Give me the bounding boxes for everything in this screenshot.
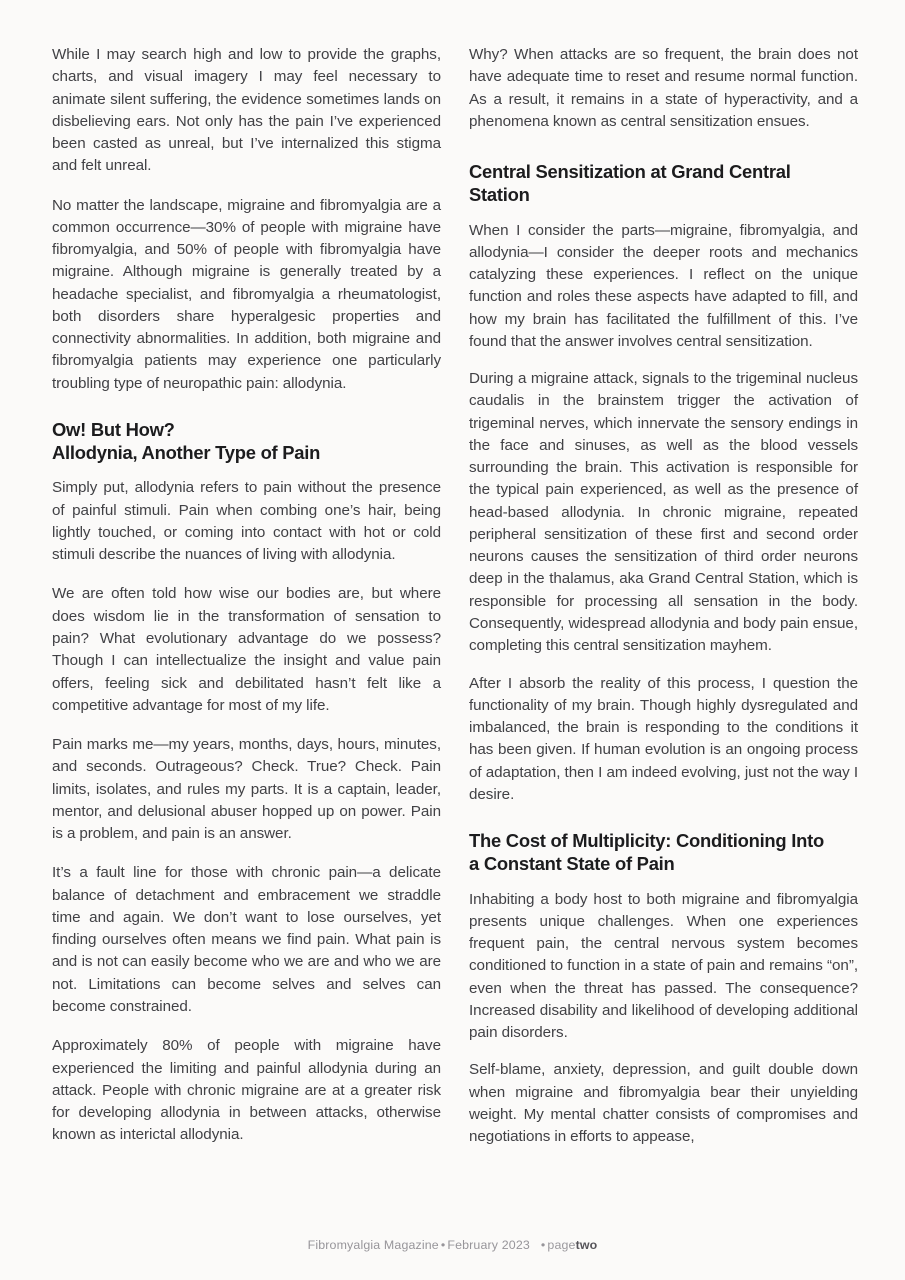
section-heading-central-sensitization [469, 161, 858, 206]
heading-line-1: The Cost of Multiplicity: Conditioning Into [469, 830, 824, 852]
paragraph: It’s a fault line for those with chronic pain—a delicate balance of detachment and embracement we straddle time and again. We don’t want to lose ourselves, yet finding ourselves often means we find pain. What pain is and is not can easily become who we are and who we are not. Limitations can become selves and selves can become constrained. [52, 864, 441, 1015]
heading-line-2: Allodynia, Another Type of Pain [52, 441, 321, 463]
footer-page-number: two [575, 1238, 598, 1252]
paragraph: No matter the landscape, migraine and fibromyalgia are a common occurrence—30% of people with migraine have fibromyalgia, and 50% of people with fibromyalgia have migraine. Although migraine is generally treated by a headache specialist, and fibromyalgia a rheumatologist, both disorders share hyperalgesic properties and connectivity abnormalities. In addition, both migraine and fibromyalgia patients may experience one particularly troubling type of neuropathic pain: allodynia. [52, 196, 441, 392]
paragraph: Simply put, allodynia refers to pain without the presence of painful stimuli. Pain when combing one’s hair, being lightly touched, or coming into contact with hot or cold stimuli describe the nuances of living with allodynia. [52, 479, 441, 564]
heading-line-2: a Constant State of Pain [469, 852, 675, 874]
heading-line-1: Ow! But How? [52, 418, 175, 440]
section-heading-cost-of-multiplicity [469, 830, 858, 875]
section-heading-allodynia [52, 419, 441, 464]
heading-line-1: Central Sensitization at Grand Central [469, 161, 791, 183]
paragraph: Self-blame, anxiety, depression, and guilt double down when migraine and fibromyalgia bear their unyielding weight. My mental chatter consists of compromises and negotiations in efforts to appease, [469, 1061, 858, 1146]
footer-separator-2: • [540, 1238, 546, 1252]
paragraph: We are often told how wise our bodies are, but where does wisdom lie in the transformation of sensation to pain? What evolutionary advantage do we possess? Though I can intellectualize the insight and value pain offers, feeling sick and debilitated hasn’t felt like a competitive advantage for most of my life. [52, 585, 441, 714]
paragraph: During a migraine attack, signals to the trigeminal nucleus caudalis in the brainstem trigger the activation of trigeminal nerves, which innervate the sensory endings in the face and sinuses, as well as the blood vessels surrounding the brain. This activation is responsible for the typical pain experienced, as well as the presence of head-based allodynia. In chronic migraine, repeated peripheral sensitization of these first and second order neurons causes the sensitization of third order neurons deep in the thalamus, aka Grand Central Station, which is responsible for processing all sensation in the body. Consequently, widespread allodynia and body pain ensue, completing this central sensitization mayhem. [469, 370, 858, 655]
heading-line-2: Station [469, 183, 530, 205]
paragraph: Why? When attacks are so frequent, the brain does not have adequate time to reset and resume normal function. As a result, it remains in a state of hyperactivity, and a phenomena known as central sensitization ensues. [469, 46, 858, 130]
paragraph: While I may search high and low to provide the graphs, charts, and visual imagery I may feel necessary to animate silent suffering, the evidence sometimes lands on disbelieving ears. Not only has the pain I’ve experienced been casted as unreal, but I’ve internalized this stigma and felt unreal. [52, 46, 441, 175]
right-column [469, 44, 858, 1149]
footer-separator-1: • [440, 1238, 446, 1252]
paragraph: Approximately 80% of people with migraine have experienced the limiting and painful allodynia during an attack. People with chronic migraine are at a greater risk for developing allodynia in between attacks, otherwise known as interictal allodynia. [52, 1037, 441, 1144]
article-columns [52, 44, 859, 1209]
page-footer [0, 1238, 905, 1252]
paragraph: Inhabiting a body host to both migraine and fibromyalgia presents unique challenges. When one experiences frequent pain, the central nervous system becomes conditioned to function in a state of pain and remains “on”, even when the threat has passed. The consequence? Increased disability and likelihood of developing additional pain disorders. [469, 890, 858, 1042]
paragraph: Pain marks me—my years, months, days, hours, minutes, and seconds. Outrageous? Check. True? Check. Pain limits, isolates, and rules my parts. It is a captain, leader, mentor, and delusional abuser hopped up on power. Pain is a problem, and pain is an answer. [52, 736, 441, 843]
footer-issue-date: February 2023 [447, 1238, 530, 1252]
footer-page-word: page [547, 1238, 576, 1252]
footer-publication: Fibromyalgia Magazine [307, 1238, 439, 1252]
paragraph: When I consider the parts—migraine, fibromyalgia, and allodynia—I consider the deeper roots and mechanics catalyzing these experiences. I reflect on the unique function and roles these aspects have adapted to fill, and how my brain has facilitated the fulfillment of this. I’ve found that the answer involves central sensitization. [469, 221, 858, 350]
left-column [52, 44, 441, 1147]
paragraph: After I absorb the reality of this process, I question the functionality of my brain. Though highly dysregulated and imbalanced, the brain is responding to the conditions it has been given. If human evolution is an ongoing process of adaptation, then I am indeed evolving, just not the way I desire. [469, 674, 858, 803]
